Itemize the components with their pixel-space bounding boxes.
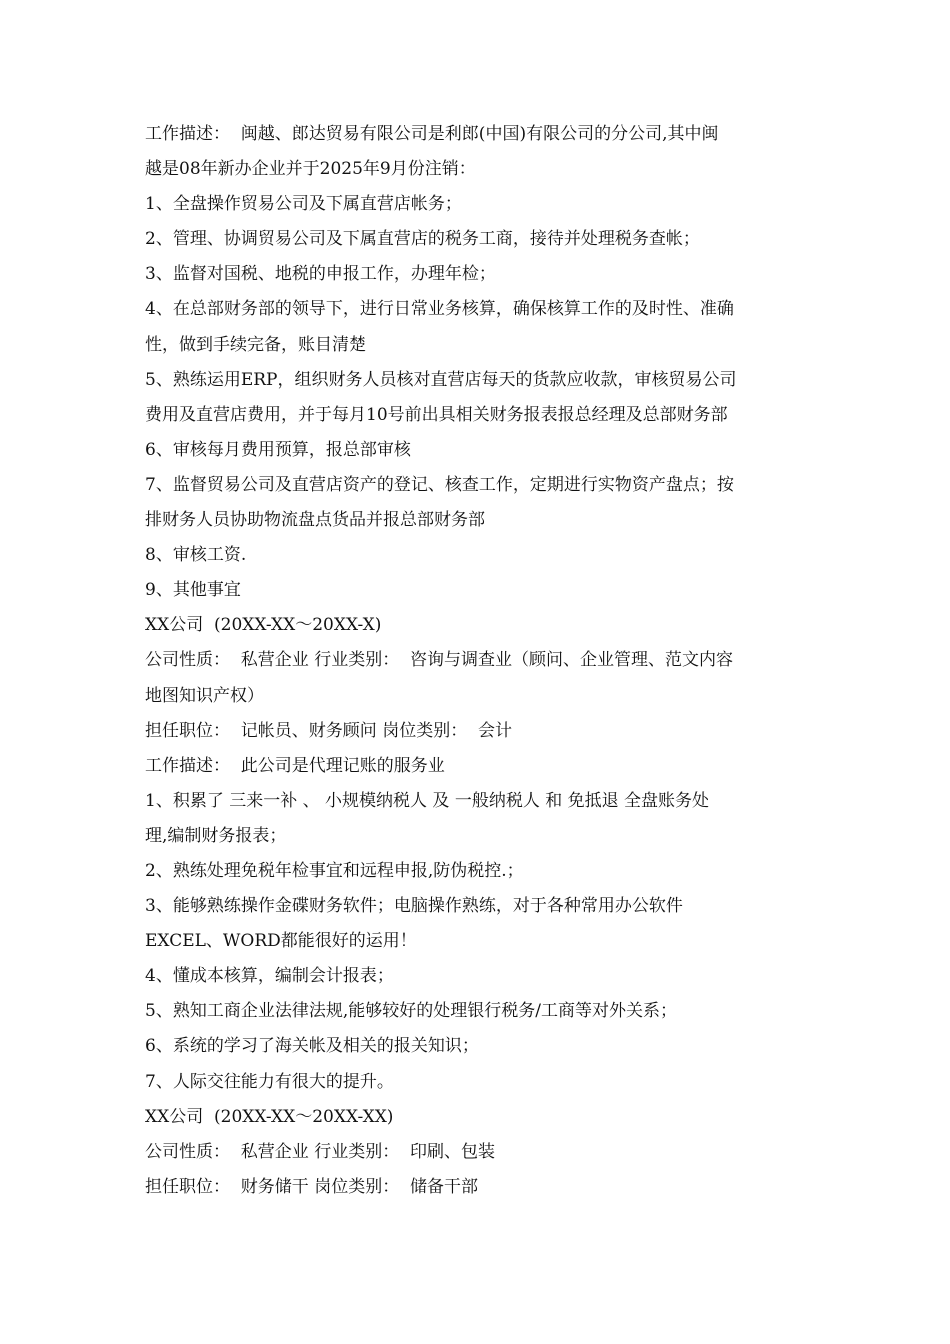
text-line: 5、熟知工商企业法律法规,能够较好的处理银行税务/工商等对外关系； — [145, 1001, 677, 1022]
document-page — [145, 117, 810, 1205]
text-line: 排财务人员协助物流盘点货品并报总部财务部 — [145, 510, 485, 531]
company-heading: XX公司 (20XX-XX～20XX-XX) — [145, 1106, 394, 1127]
company-heading: XX公司 (20XX-XX～20XX-X) — [145, 615, 382, 636]
text-line: 担任职位： 财务储干 岗位类别： 储备干部 — [145, 1176, 479, 1197]
text-line: 公司性质： 私营企业 行业类别： 印刷、包装 — [145, 1141, 496, 1162]
text-line: 6、系统的学习了海关帐及相关的报关知识； — [145, 1036, 479, 1057]
text-line: 1、全盘操作贸易公司及下属直营店帐务； — [145, 194, 462, 215]
text-line: 4、在总部财务部的领导下，进行日常业务核算，确保核算工作的及时性、准确 — [145, 299, 734, 320]
text-line: 7、人际交往能力有很大的提升。 — [145, 1071, 394, 1092]
text-line: 9、其他事宜 — [145, 580, 241, 601]
text-line: 3、能够熟练操作金碟财务软件；电脑操作熟练，对于各种常用办公软件 — [145, 896, 683, 917]
text-line: 2、管理、协调贸易公司及下属直营店的税务工商，接待并处理税务查帐； — [145, 229, 700, 250]
text-line: 7、监督贸易公司及直营店资产的登记、核查工作，定期进行实物资产盘点；按 — [145, 474, 734, 495]
text-line: 费用及直营店费用，并于每月10号前出具相关财务报表报总经理及总部财务部 — [145, 404, 728, 425]
text-line: 6、审核每月费用预算，报总部审核 — [145, 439, 411, 460]
text-line: EXCEL、WORD都能很好的运用！ — [145, 931, 417, 952]
text-line: 2、熟练处理免税年检事宜和远程申报,防伪税控.； — [145, 860, 524, 881]
text-line: 5、熟练运用ERP，组织财务人员核对直营店每天的货款应收款，审核贸易公司 — [145, 369, 737, 390]
text-line: 越是08年新办企业并于2025年9月份注销： — [145, 159, 476, 180]
text-line: 理,编制财务报表； — [145, 825, 287, 846]
text-line: 地图知识产权） — [145, 685, 264, 706]
text-line: 8、审核工资. — [145, 545, 247, 566]
text-line: 工作描述： 此公司是代理记账的服务业 — [145, 755, 445, 776]
text-line: 工作描述： 闽越、郎达贸易有限公司是利郎(中国)有限公司的分公司,其中闽 — [145, 124, 719, 144]
text-line: 3、监督对国税、地税的申报工作，办理年检； — [145, 264, 496, 285]
text-line: 4、懂成本核算，编制会计报表； — [145, 966, 394, 987]
text-line: 性，做到手续完备，账目清楚 — [145, 334, 366, 355]
text-line: 担任职位： 记帐员、财务顾问 岗位类别： 会计 — [145, 720, 513, 741]
text-line: 1、积累了 三来一补 、 小规模纳税人 及 一般纳税人 和 免抵退 全盘账务处 — [145, 790, 710, 811]
text-line: 公司性质： 私营企业 行业类别： 咨询与调查业（顾问、企业管理、范文内容 — [145, 650, 734, 671]
